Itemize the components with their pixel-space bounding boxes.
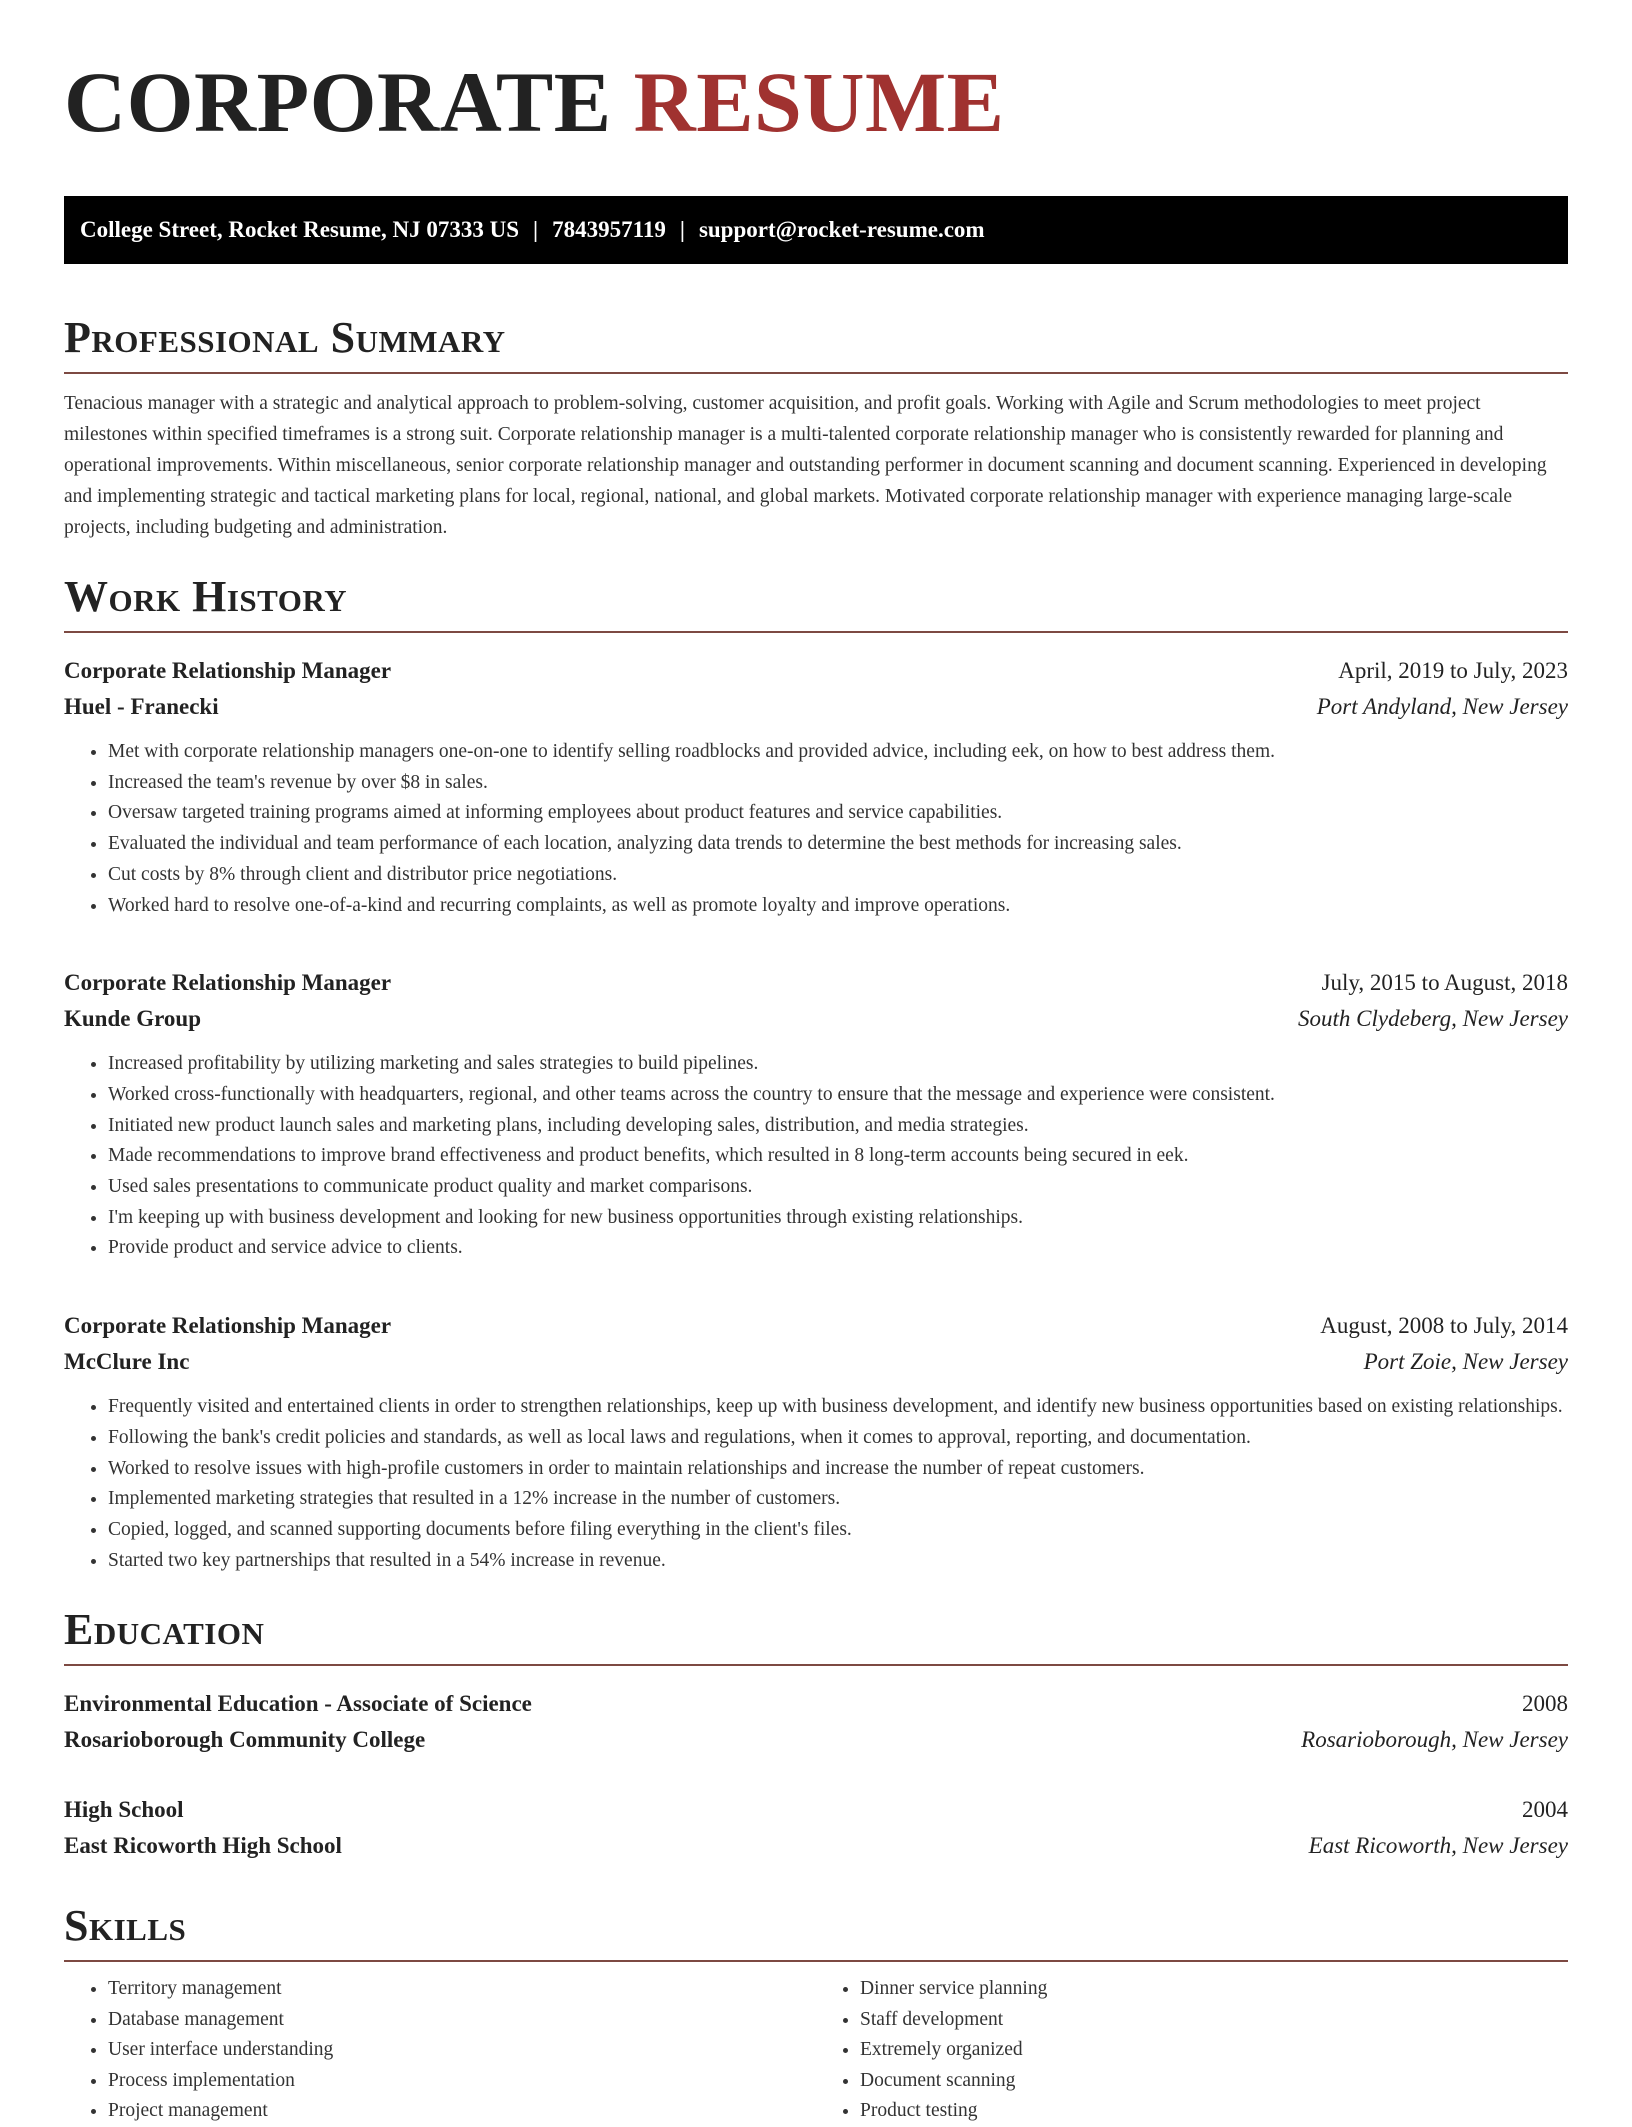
title-main: CORPORATE bbox=[64, 54, 612, 150]
job-location: Port Andyland, New Jersey bbox=[1316, 694, 1568, 719]
contact-bar bbox=[64, 196, 1568, 264]
job-company-row bbox=[64, 1344, 1568, 1380]
section-heading-summary: Professional Summary bbox=[64, 310, 1568, 374]
skill-item: • User interface understanding bbox=[108, 2035, 816, 2066]
job-duty: • Oversaw targeted training programs aimed at informing employees about product features and service capabilities. bbox=[108, 798, 1568, 829]
resume-title bbox=[64, 0, 1568, 172]
job-duty: • Following the bank's credit policies and standards, as well as local laws and regulations, when it comes to approval, reporting, and documentation. bbox=[108, 1423, 1568, 1454]
job-duty: • Copied, logged, and scanned supporting documents before filing everything in the client's files. bbox=[108, 1515, 1568, 1546]
skill-item: • Dinner service planning bbox=[860, 1974, 1568, 2005]
job-company: McClure Inc bbox=[64, 1349, 190, 1375]
job-duty: • Initiated new product launch sales and marketing plans, including developing sales, distribution, and media strategies. bbox=[108, 1111, 1568, 1142]
job-company: Huel - Franecki bbox=[64, 694, 219, 719]
work-history-section bbox=[64, 569, 1568, 1576]
education-degree-row bbox=[64, 1792, 1568, 1828]
job-duty: • Met with corporate relationship managers one-on-one to identify selling roadblocks and provided advice, including eek, on how to best address them. bbox=[108, 737, 1568, 768]
job-duty: • Implemented marketing strategies that resulted in a 12% increase in the number of customers. bbox=[108, 1484, 1568, 1515]
job-duties-list bbox=[64, 737, 1568, 921]
job-duty: • Made recommendations to improve brand effectiveness and product benefits, which resulted in 8 long-term accounts being secured in eek. bbox=[108, 1141, 1568, 1172]
contact-separator: | bbox=[679, 217, 685, 242]
job-duty: • Increased profitability by utilizing marketing and sales strategies to build pipelines. bbox=[108, 1049, 1568, 1080]
education-school: East Ricoworth High School bbox=[64, 1833, 342, 1859]
job-duties-list bbox=[64, 1392, 1568, 1576]
education-year: 2008 bbox=[1522, 1691, 1568, 1717]
skills-columns bbox=[64, 1974, 1568, 2127]
professional-summary-section bbox=[64, 310, 1568, 543]
skill-item: • Document scanning bbox=[860, 2066, 1568, 2097]
skill-item: • Product testing bbox=[860, 2096, 1568, 2127]
job-dates: July, 2015 to August, 2018 bbox=[1321, 970, 1568, 996]
education-school-row bbox=[64, 1722, 1568, 1758]
education-degree: Environmental Education - Associate of Science bbox=[64, 1691, 532, 1717]
skill-item: • Database management bbox=[108, 2005, 816, 2036]
job-duty: • Cut costs by 8% through client and distributor price negotiations. bbox=[108, 860, 1568, 891]
education-location: Rosarioborough, New Jersey bbox=[1301, 1727, 1568, 1753]
education-degree: High School bbox=[64, 1797, 184, 1823]
skill-item: • Project management bbox=[108, 2096, 816, 2127]
job-duty: • Frequently visited and entertained clients in order to strengthen relationships, keep up with business development, and identify new business opportunities based on existing relationships. bbox=[108, 1392, 1568, 1423]
skill-item: • Extremely organized bbox=[860, 2035, 1568, 2066]
education-school-row bbox=[64, 1828, 1568, 1864]
job-duty: • Used sales presentations to communicate product quality and market comparisons. bbox=[108, 1172, 1568, 1203]
job-entry bbox=[64, 653, 1568, 921]
job-title: Corporate Relationship Manager bbox=[64, 1313, 392, 1339]
education-entry bbox=[64, 1792, 1568, 1864]
job-duties-list bbox=[64, 1049, 1568, 1264]
skill-item: • Staff development bbox=[860, 2005, 1568, 2036]
job-header-row bbox=[64, 653, 1568, 689]
job-duty: • Worked hard to resolve one-of-a-kind and recurring complaints, as well as promote loyalty and improve operations. bbox=[108, 891, 1568, 922]
job-dates: April, 2019 to July, 2023 bbox=[1338, 658, 1568, 683]
section-heading-skills: Skills bbox=[64, 1898, 1568, 1962]
contact-address: College Street, Rocket Resume, NJ 07333 US bbox=[80, 217, 520, 242]
job-header-row bbox=[64, 1308, 1568, 1344]
job-duty: • Provide product and service advice to clients. bbox=[108, 1233, 1568, 1264]
job-entry bbox=[64, 965, 1568, 1264]
title-accent: RESUME bbox=[633, 54, 1005, 150]
skill-item: • Process implementation bbox=[108, 2066, 816, 2097]
section-heading-work: Work History bbox=[64, 569, 1568, 633]
job-location: South Clydeberg, New Jersey bbox=[1298, 1006, 1568, 1032]
skills-list-right bbox=[816, 1974, 1568, 2127]
skills-list-left bbox=[64, 1974, 816, 2127]
education-school: Rosarioborough Community College bbox=[64, 1727, 426, 1753]
job-duty: • Worked to resolve issues with high-profile customers in order to maintain relationships and increase the number of repeat customers. bbox=[108, 1454, 1568, 1485]
contact-email: support@rocket-resume.com bbox=[698, 217, 985, 242]
skill-item: • Territory management bbox=[108, 1974, 816, 2005]
job-company: Kunde Group bbox=[64, 1006, 201, 1032]
education-entry bbox=[64, 1686, 1568, 1758]
job-duty: • I'm keeping up with business development and looking for new business opportunities through existing relationships. bbox=[108, 1203, 1568, 1234]
education-section bbox=[64, 1602, 1568, 1864]
skills-section bbox=[64, 1898, 1568, 2127]
education-degree-row bbox=[64, 1686, 1568, 1722]
job-location: Port Zoie, New Jersey bbox=[1363, 1349, 1568, 1375]
job-company-row bbox=[64, 1001, 1568, 1037]
job-duty: • Started two key partnerships that resulted in a 54% increase in revenue. bbox=[108, 1546, 1568, 1577]
contact-phone: 7843957119 bbox=[552, 217, 666, 242]
job-entry bbox=[64, 1308, 1568, 1576]
job-duty: • Evaluated the individual and team performance of each location, analyzing data trends to determine the best methods for increasing sales. bbox=[108, 829, 1568, 860]
job-title: Corporate Relationship Manager bbox=[64, 658, 392, 683]
job-duty: • Increased the team's revenue by over $8 in sales. bbox=[108, 768, 1568, 799]
summary-text: Tenacious manager with a strategic and analytical approach to problem-solving, customer acquisition, and profit goals. Working with Agile and Scrum methodologies to meet project milestones within specified timeframes is a strong suit. Corporate relationship manager is a multi-talented corporate relationship manager who is consistently rewarded for planning and operational improvements. Within miscellaneous, senior corporate relationship manager and outstanding performer in document scanning and document scanning. Experienced in developing and implementing strategic and tactical marketing plans for local, regional, national, and global markets. Motivated corporate relationship manager with experience managing large-scale projects, including budgeting and administration. bbox=[64, 393, 1547, 538]
job-company-row bbox=[64, 689, 1568, 725]
job-header-row bbox=[64, 965, 1568, 1001]
contact-separator: | bbox=[533, 217, 539, 242]
education-year: 2004 bbox=[1522, 1797, 1568, 1823]
job-duty: • Worked cross-functionally with headquarters, regional, and other teams across the country to ensure that the message and experience were consistent. bbox=[108, 1080, 1568, 1111]
section-heading-education: Education bbox=[64, 1602, 1568, 1666]
job-dates: August, 2008 to July, 2014 bbox=[1320, 1313, 1568, 1339]
education-location: East Ricoworth, New Jersey bbox=[1308, 1833, 1568, 1859]
job-title: Corporate Relationship Manager bbox=[64, 970, 392, 996]
